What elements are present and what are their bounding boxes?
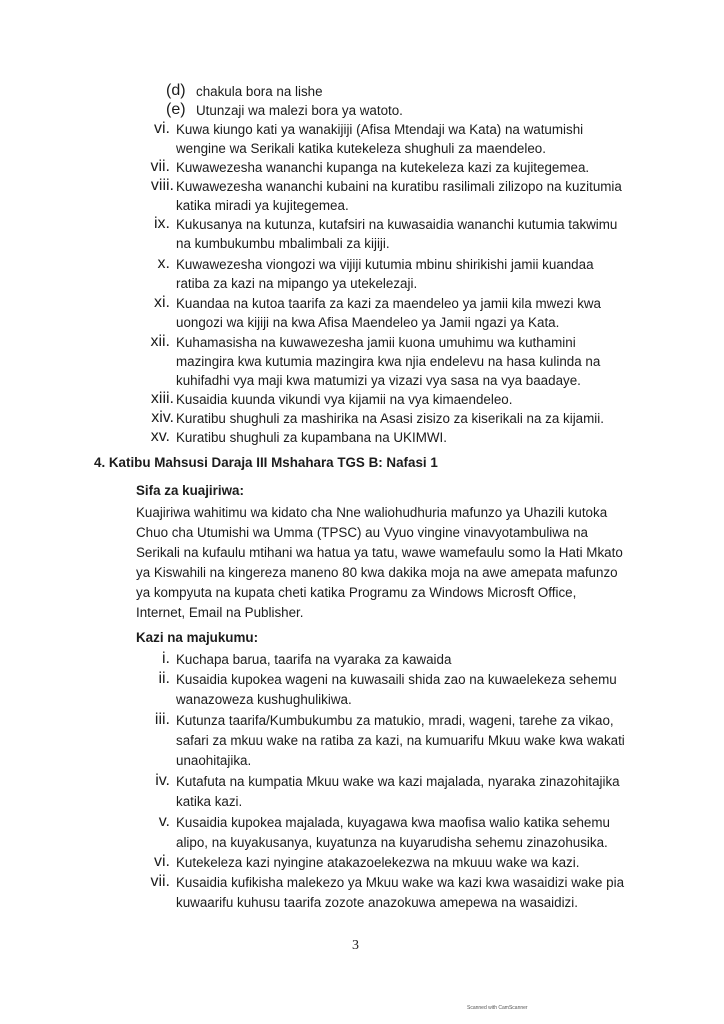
list-item-number: (e) xyxy=(166,101,186,118)
list-item-number: vi. xyxy=(154,853,170,870)
list-item-text: Kuchapa barua, taarifa na vyaraka za kawaida xyxy=(176,652,452,667)
list-item-number: viii. xyxy=(150,177,174,194)
paragraph-line: Internet, Email na Publisher. xyxy=(136,605,304,620)
list-item-text: Kusaidia kupokea wageni na kuwasaili shida zao na kuwaelekeza sehemu xyxy=(176,672,617,687)
list-item-text: ratiba za kazi na mipango ya utekelezaji. xyxy=(176,276,418,291)
list-item-number: v. xyxy=(158,813,170,830)
list-item-number: (d) xyxy=(166,82,186,99)
list-item-number: vii. xyxy=(150,158,170,175)
list-item-text: Kusaidia kuunda vikundi vya kijamii na vya kimaendeleo. xyxy=(176,392,513,407)
list-item-text: Kutafuta na kumpatia Mkuu wake wa kazi majalada, nyaraka zinazohitajika xyxy=(176,774,620,789)
list-item-number: xv. xyxy=(150,428,170,445)
list-item-text: katika miradi ya kujitegemea. xyxy=(176,198,349,213)
list-item-text: Kukusanya na kutunza, kutafsiri na kuwasaidia wananchi kutumia takwimu xyxy=(176,217,618,232)
list-item-text: katika kazi. xyxy=(176,794,243,809)
list-item-number: ii. xyxy=(158,670,170,687)
list-item-text: chakula bora na lishe xyxy=(196,84,323,99)
list-item-number: iii. xyxy=(154,711,170,728)
list-item-number: i. xyxy=(162,650,170,667)
list-item-number: xi. xyxy=(154,294,170,311)
list-item-text: Kutekeleza kazi nyingine atakazoelekezwa na mkuuu wake wa kazi. xyxy=(176,855,580,870)
list-item-text: Kuandaa na kutoa taarifa za kazi za maendeleo ya jamii kila mwezi kwa xyxy=(176,296,602,311)
paragraph-line: Kuajiriwa wahitimu wa kidato cha Nne waliohudhuria mafunzo ya Uhazili kutoka xyxy=(136,505,608,520)
list-item-text: safari za mkuu wake na ratiba za kazi, na kumuarifu Mkuu wake kwa wakati xyxy=(176,733,625,748)
list-item-text: wengine wa Serikali katika kutekeleza shughuli za maendeleo. xyxy=(176,141,546,156)
paragraph-line: ya kompyuta na kupata cheti katika Programu za Windows Microsft Office, xyxy=(136,585,577,600)
list-item-number: vi. xyxy=(154,120,170,137)
paragraph-line: Serikali na kufaulu mtihani wa hatua ya tatu, wawe wamefaulu somo la Hati Mkato xyxy=(136,545,623,560)
list-item-number: vii. xyxy=(150,873,170,890)
list-item-text: Kusaidia kupokea majalada, kuyagawa kwa maofisa walio katika sehemu xyxy=(176,815,610,830)
list-item-text: uongozi wa kijiji na kwa Afisa Maendeleo ya Jamii ngazi ya Kata. xyxy=(176,315,560,330)
paragraph-line: Chuo cha Utumishi wa Umma (TPSC) au Vyuo vingine vinavyotambuliwa na xyxy=(136,525,588,540)
list-item-number: iv. xyxy=(155,772,170,789)
list-item-text: kuwaarifu kuhusu taarifa zozote anazokuwa amepewa na wasaidizi. xyxy=(176,895,578,910)
list-item-text: Kuratibu shughuli za kupambana na UKIMWI. xyxy=(176,430,447,445)
list-item-number: ix. xyxy=(154,215,170,232)
list-item-text: wanazoweza kushughulikiwa. xyxy=(176,692,352,707)
qualifications-title: Sifa za kuajiriwa: xyxy=(136,483,244,498)
list-item-text: Kuwawezesha wananchi kubaini na kuratibu rasilimali zilizopo na kuzitumia xyxy=(176,179,622,194)
list-item-text: mazingira kwa kutumia mazingira kwa njia endelevu na hasa kulinda na xyxy=(176,354,601,369)
list-item-text: Kuratibu shughuli za mashirika na Asasi zisizo za kiserikali na za kijamii. xyxy=(176,411,604,426)
list-item-number: xiii. xyxy=(150,390,174,407)
scanner-watermark: Scanned with CamScanner xyxy=(467,1005,528,1011)
paragraph-line: ya Kiswahili na kingereza maneno 80 kwa dakika moja na awe amepata mafunzo xyxy=(136,565,618,580)
list-item-number: xii. xyxy=(150,333,170,350)
list-item-text: Kuwawezesha wananchi kupanga na kutekeleza kazi za kujitegemea. xyxy=(176,160,590,175)
section-heading: 4. Katibu Mahsusi Daraja III Mshahara TGS B: Nafasi 1 xyxy=(94,455,438,470)
duties-title: Kazi na majukumu: xyxy=(136,630,259,645)
list-item-text: Kusaidia kufikisha malekezo ya Mkuu wake wa kazi kwa wasaidizi wake pia xyxy=(176,875,625,890)
list-item-text: Kuwa kiungo kati ya wanakijiji (Afisa Mtendaji wa Kata) na watumishi xyxy=(176,122,584,137)
list-item-text: Kutunza taarifa/Kumbukumbu za matukio, mradi, wageni, tarehe za vikao, xyxy=(176,713,614,728)
list-item-text: Utunzaji wa malezi bora ya watoto. xyxy=(196,103,403,118)
list-item-text: Kuwawezesha viongozi wa vijiji kutumia mbinu shirikishi jamii kuandaa xyxy=(176,257,594,272)
list-item-text: unaohitajika. xyxy=(176,753,252,768)
list-item-number: xiv. xyxy=(151,409,174,426)
list-item-text: kuhifadhi vya maji kwa matumizi ya vizazi vya sasa na vya baadaye. xyxy=(176,373,581,388)
list-item-number: x. xyxy=(157,255,170,272)
list-item-text: alipo, na kuyakusanya, kuyatunza na kuyarudisha sehemu zinazohusika. xyxy=(176,835,608,850)
page-number: 3 xyxy=(352,938,359,953)
list-item-text: na kumbukumbu mbalimbali za kijiji. xyxy=(176,236,390,251)
list-item-text: Kuhamasisha na kuwawezesha jamii kuona umuhimu wa kuthamini xyxy=(176,335,576,350)
